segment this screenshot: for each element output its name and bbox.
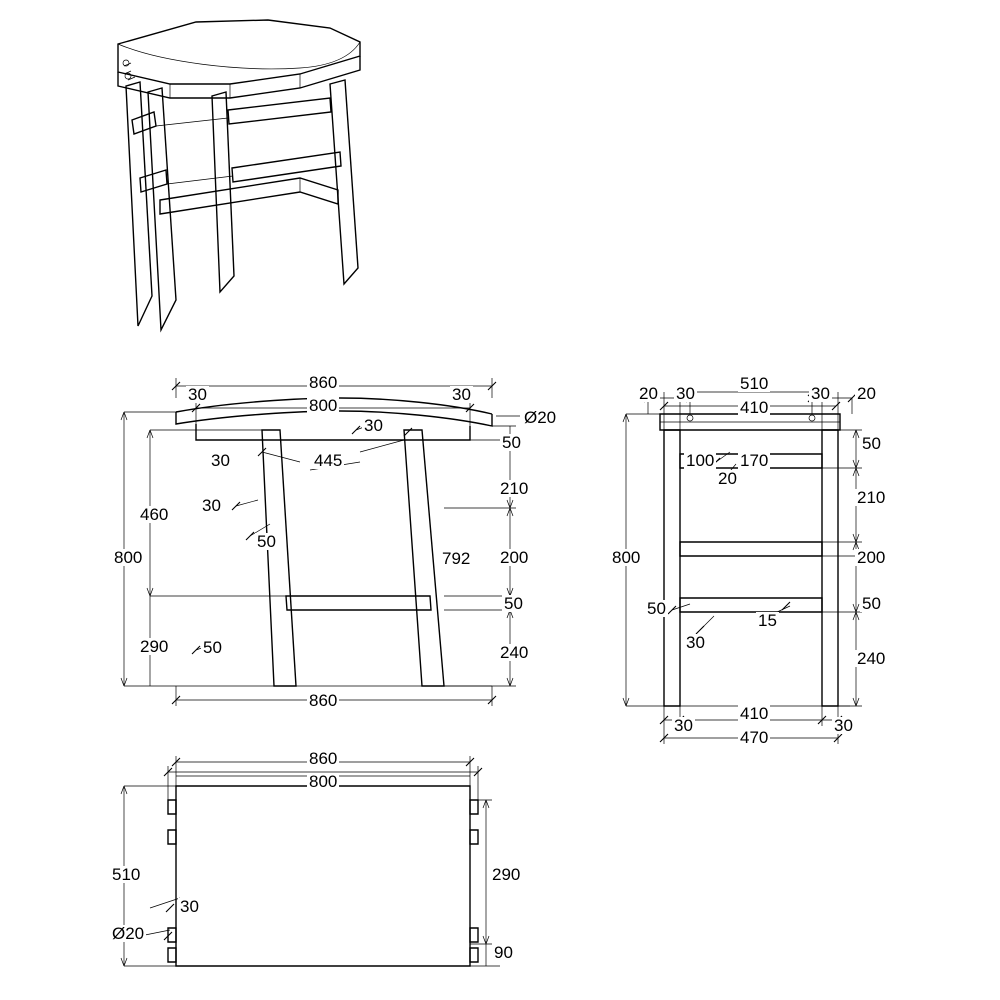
side-elevation — [623, 386, 862, 747]
dim-front-860-top: 860 — [309, 373, 338, 392]
dim-side-200: 200 — [857, 548, 886, 567]
dim-side-30-bottom-right: 30 — [834, 716, 853, 735]
dim-side-510: 510 — [740, 374, 769, 393]
dim-side-470: 470 — [740, 728, 769, 747]
dim-side-50-top: 50 — [862, 434, 881, 453]
dim-front-860-bottom: 860 — [309, 691, 338, 710]
dim-top-30: 30 — [180, 897, 199, 916]
isometric-view — [118, 20, 360, 330]
dim-front-800: 800 — [309, 396, 338, 415]
dim-side-30-right: 30 — [811, 384, 830, 403]
dim-top-860: 860 — [309, 749, 338, 768]
dim-front-210: 210 — [500, 479, 529, 498]
dim-side-410-top: 410 — [740, 398, 769, 417]
dim-front-240: 240 — [500, 643, 529, 662]
dim-side-50-middle: 50 — [862, 594, 881, 613]
front-elevation — [121, 378, 520, 706]
dim-front-792: 792 — [442, 549, 471, 568]
dim-front-50-lower-right: 50 — [504, 594, 523, 613]
dim-front-50-bottom-left: 50 — [203, 638, 222, 657]
dim-front-50-left: 50 — [257, 532, 276, 551]
dim-front-30-right: 30 — [452, 385, 471, 404]
dim-side-20-center: 20 — [718, 469, 737, 488]
dim-front-30-a: 30 — [211, 451, 230, 470]
dim-side-170: 170 — [740, 451, 769, 470]
dim-side-20-right: 20 — [857, 384, 876, 403]
dim-side-100: 100 — [686, 451, 715, 470]
dim-front-460: 460 — [140, 505, 169, 524]
dim-front-200: 200 — [500, 548, 529, 567]
dim-front-30-left: 30 — [188, 385, 207, 404]
dim-front-800-overall: 800 — [114, 548, 143, 567]
dim-side-20-left: 20 — [639, 384, 658, 403]
dim-front-diameter-20: Ø20 — [524, 408, 557, 427]
dim-side-30-bottom-left: 30 — [674, 716, 693, 735]
dim-front-290: 290 — [140, 637, 169, 656]
dim-front-seat-30: 30 — [364, 416, 383, 435]
dim-front-30-b: 30 — [202, 496, 221, 515]
dim-top-290: 290 — [492, 865, 521, 884]
dim-side-240: 240 — [857, 649, 886, 668]
dim-front-50-upper-right: 50 — [502, 433, 521, 452]
dim-side-30-bottom-rail: 30 — [686, 633, 705, 652]
dim-top-diameter-20: Ø20 — [112, 924, 145, 943]
dim-side-15: 15 — [758, 611, 777, 630]
dim-side-410-bottom: 410 — [740, 704, 769, 723]
dim-side-210: 210 — [857, 488, 886, 507]
dim-side-30-left: 30 — [676, 384, 695, 403]
dim-front-445: 445 — [314, 451, 343, 470]
dim-top-90: 90 — [494, 943, 513, 962]
dim-side-800: 800 — [612, 548, 641, 567]
dim-top-510: 510 — [112, 865, 141, 884]
dim-side-50-lower-left: 50 — [647, 599, 666, 618]
dim-top-800: 800 — [309, 772, 338, 791]
